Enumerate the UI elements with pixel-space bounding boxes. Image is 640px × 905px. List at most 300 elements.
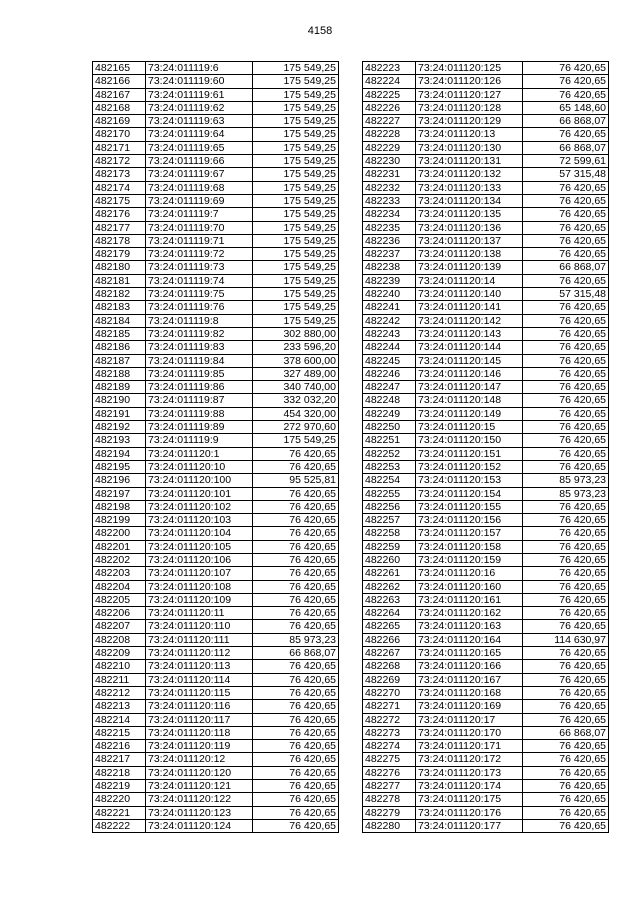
record-number-cell: 482207	[93, 620, 146, 633]
cadastral-number-cell: 73:24:011119:89	[146, 421, 253, 434]
cadastral-number-cell: 73:24:011120:125	[416, 62, 523, 75]
table-row	[93, 141, 339, 154]
table-row	[363, 447, 609, 460]
value-cell: 76 420,65	[253, 740, 339, 753]
table-row	[93, 101, 339, 114]
record-number-cell: 482224	[363, 75, 416, 88]
table-row	[363, 288, 609, 301]
cadastral-number-cell: 73:24:011120:112	[146, 647, 253, 660]
value-cell: 76 420,65	[523, 234, 609, 247]
record-number-cell: 482208	[93, 633, 146, 646]
value-cell: 76 420,65	[253, 660, 339, 673]
left-register-body	[93, 62, 339, 833]
table-row	[363, 354, 609, 367]
table-row	[93, 580, 339, 593]
cadastral-number-cell: 73:24:011120:15	[416, 421, 523, 434]
value-cell: 332 032,20	[253, 394, 339, 407]
cadastral-number-cell: 73:24:011120:148	[416, 394, 523, 407]
value-cell: 76 420,65	[523, 354, 609, 367]
cadastral-number-cell: 73:24:011120:124	[146, 819, 253, 832]
record-number-cell: 482271	[363, 700, 416, 713]
record-number-cell: 482180	[93, 261, 146, 274]
cadastral-number-cell: 73:24:011119:68	[146, 181, 253, 194]
value-cell: 76 420,65	[523, 434, 609, 447]
table-row	[363, 607, 609, 620]
cadastral-number-cell: 73:24:011119:7	[146, 208, 253, 221]
table-row	[93, 221, 339, 234]
record-number-cell: 482213	[93, 700, 146, 713]
value-cell: 175 549,25	[253, 88, 339, 101]
table-row	[93, 261, 339, 274]
table-row	[93, 75, 339, 88]
value-cell: 66 868,07	[523, 115, 609, 128]
value-cell: 76 420,65	[523, 407, 609, 420]
value-cell: 85 973,23	[523, 487, 609, 500]
table-row	[363, 341, 609, 354]
record-number-cell: 482165	[93, 62, 146, 75]
value-cell: 76 420,65	[523, 194, 609, 207]
cadastral-number-cell: 73:24:011119:72	[146, 248, 253, 261]
record-number-cell: 482202	[93, 553, 146, 566]
value-cell: 76 420,65	[253, 726, 339, 739]
table-row	[363, 141, 609, 154]
value-cell: 302 880,00	[253, 327, 339, 340]
cadastral-number-cell: 73:24:011120:106	[146, 553, 253, 566]
table-row	[93, 753, 339, 766]
table-row	[93, 181, 339, 194]
table-row	[93, 686, 339, 699]
value-cell: 76 420,65	[253, 819, 339, 832]
cadastral-number-cell: 73:24:011120:130	[416, 141, 523, 154]
cadastral-number-cell: 73:24:011120:104	[146, 527, 253, 540]
right-register-table	[362, 61, 609, 833]
value-cell: 175 549,25	[253, 62, 339, 75]
table-row	[93, 780, 339, 793]
cadastral-number-cell: 73:24:011120:11	[146, 607, 253, 620]
cadastral-number-cell: 73:24:011120:128	[416, 101, 523, 114]
table-row	[93, 647, 339, 660]
record-number-cell: 482253	[363, 460, 416, 473]
value-cell: 76 420,65	[523, 819, 609, 832]
record-number-cell: 482183	[93, 301, 146, 314]
value-cell: 76 420,65	[523, 686, 609, 699]
cadastral-number-cell: 73:24:011120:116	[146, 700, 253, 713]
record-number-cell: 482217	[93, 753, 146, 766]
cadastral-number-cell: 73:24:011120:118	[146, 726, 253, 739]
value-cell: 76 420,65	[253, 580, 339, 593]
record-number-cell: 482231	[363, 168, 416, 181]
value-cell: 76 420,65	[253, 593, 339, 606]
value-cell: 340 740,00	[253, 381, 339, 394]
record-number-cell: 482169	[93, 115, 146, 128]
cadastral-number-cell: 73:24:011120:177	[416, 819, 523, 832]
table-row	[93, 208, 339, 221]
cadastral-number-cell: 73:24:011119:84	[146, 354, 253, 367]
value-cell: 76 420,65	[523, 421, 609, 434]
table-row	[93, 540, 339, 553]
record-number-cell: 482250	[363, 421, 416, 434]
value-cell: 76 420,65	[523, 780, 609, 793]
record-number-cell: 482241	[363, 301, 416, 314]
cadastral-number-cell: 73:24:011120:10	[146, 460, 253, 473]
table-row	[363, 274, 609, 287]
value-cell: 175 549,25	[253, 261, 339, 274]
table-row	[363, 726, 609, 739]
record-number-cell: 482182	[93, 288, 146, 301]
cadastral-number-cell: 73:24:011119:64	[146, 128, 253, 141]
value-cell: 66 868,07	[523, 726, 609, 739]
record-number-cell: 482209	[93, 647, 146, 660]
record-number-cell: 482227	[363, 115, 416, 128]
value-cell: 76 420,65	[523, 766, 609, 779]
value-cell: 175 549,25	[253, 115, 339, 128]
cadastral-number-cell: 73:24:011120:103	[146, 514, 253, 527]
value-cell: 76 420,65	[253, 806, 339, 819]
cadastral-number-cell: 73:24:011120:134	[416, 194, 523, 207]
record-number-cell: 482244	[363, 341, 416, 354]
record-number-cell: 482174	[93, 181, 146, 194]
record-number-cell: 482262	[363, 580, 416, 593]
table-row	[93, 633, 339, 646]
cadastral-number-cell: 73:24:011120:149	[416, 407, 523, 420]
table-row	[93, 88, 339, 101]
cadastral-number-cell: 73:24:011120:120	[146, 766, 253, 779]
cadastral-number-cell: 73:24:011120:169	[416, 700, 523, 713]
table-row	[363, 713, 609, 726]
table-row	[363, 753, 609, 766]
cadastral-number-cell: 73:24:011120:160	[416, 580, 523, 593]
value-cell: 76 420,65	[523, 274, 609, 287]
record-number-cell: 482260	[363, 553, 416, 566]
value-cell: 76 420,65	[523, 514, 609, 527]
value-cell: 85 973,23	[253, 633, 339, 646]
record-number-cell: 482257	[363, 514, 416, 527]
record-number-cell: 482228	[363, 128, 416, 141]
record-number-cell: 482211	[93, 673, 146, 686]
value-cell: 76 420,65	[523, 793, 609, 806]
cadastral-number-cell: 73:24:011119:6	[146, 62, 253, 75]
table-row	[363, 487, 609, 500]
table-row	[93, 806, 339, 819]
record-number-cell: 482176	[93, 208, 146, 221]
table-row	[363, 819, 609, 832]
cadastral-number-cell: 73:24:011119:88	[146, 407, 253, 420]
value-cell: 76 420,65	[523, 248, 609, 261]
value-cell: 114 630,97	[523, 633, 609, 646]
value-cell: 76 420,65	[523, 460, 609, 473]
record-number-cell: 482220	[93, 793, 146, 806]
record-number-cell: 482274	[363, 740, 416, 753]
value-cell: 76 420,65	[523, 567, 609, 580]
table-row	[93, 487, 339, 500]
table-row	[363, 514, 609, 527]
record-number-cell: 482212	[93, 686, 146, 699]
value-cell: 65 148,60	[523, 101, 609, 114]
cadastral-number-cell: 73:24:011120:138	[416, 248, 523, 261]
table-row	[363, 673, 609, 686]
value-cell: 76 420,65	[523, 88, 609, 101]
value-cell: 66 868,07	[253, 647, 339, 660]
value-cell: 175 549,25	[253, 274, 339, 287]
record-number-cell: 482171	[93, 141, 146, 154]
record-number-cell: 482198	[93, 500, 146, 513]
table-row	[93, 381, 339, 394]
table-row	[93, 354, 339, 367]
record-number-cell: 482219	[93, 780, 146, 793]
table-row	[363, 647, 609, 660]
table-row	[93, 155, 339, 168]
table-row	[93, 168, 339, 181]
table-row	[93, 367, 339, 380]
cadastral-number-cell: 73:24:011120:121	[146, 780, 253, 793]
value-cell: 76 420,65	[523, 753, 609, 766]
value-cell: 76 420,65	[523, 647, 609, 660]
table-row	[363, 766, 609, 779]
record-number-cell: 482184	[93, 314, 146, 327]
cadastral-number-cell: 73:24:011120:173	[416, 766, 523, 779]
value-cell: 76 420,65	[253, 540, 339, 553]
value-cell: 76 420,65	[523, 221, 609, 234]
record-number-cell: 482278	[363, 793, 416, 806]
value-cell: 76 420,65	[523, 208, 609, 221]
table-row	[93, 620, 339, 633]
cadastral-number-cell: 73:24:011119:74	[146, 274, 253, 287]
value-cell: 76 420,65	[523, 301, 609, 314]
table-row	[93, 288, 339, 301]
cadastral-number-cell: 73:24:011120:165	[416, 647, 523, 660]
value-cell: 76 420,65	[523, 447, 609, 460]
record-number-cell: 482238	[363, 261, 416, 274]
record-number-cell: 482268	[363, 660, 416, 673]
value-cell: 76 420,65	[523, 580, 609, 593]
record-number-cell: 482191	[93, 407, 146, 420]
cadastral-number-cell: 73:24:011120:166	[416, 660, 523, 673]
record-number-cell: 482168	[93, 101, 146, 114]
table-row	[363, 168, 609, 181]
cadastral-number-cell: 73:24:011119:75	[146, 288, 253, 301]
record-number-cell: 482197	[93, 487, 146, 500]
table-row	[93, 194, 339, 207]
value-cell: 76 420,65	[523, 314, 609, 327]
record-number-cell: 482232	[363, 181, 416, 194]
record-number-cell: 482267	[363, 647, 416, 660]
record-number-cell: 482225	[363, 88, 416, 101]
cadastral-number-cell: 73:24:011120:155	[416, 500, 523, 513]
table-row	[93, 607, 339, 620]
cadastral-number-cell: 73:24:011120:101	[146, 487, 253, 500]
cadastral-number-cell: 73:24:011120:122	[146, 793, 253, 806]
value-cell: 76 420,65	[523, 700, 609, 713]
table-row	[93, 766, 339, 779]
cadastral-number-cell: 73:24:011120:140	[416, 288, 523, 301]
table-row	[363, 421, 609, 434]
cadastral-number-cell: 73:24:011120:156	[416, 514, 523, 527]
table-row	[93, 660, 339, 673]
value-cell: 175 549,25	[253, 168, 339, 181]
record-number-cell: 482188	[93, 367, 146, 380]
table-row	[363, 793, 609, 806]
value-cell: 76 420,65	[523, 620, 609, 633]
table-row	[93, 713, 339, 726]
record-number-cell: 482261	[363, 567, 416, 580]
value-cell: 272 970,60	[253, 421, 339, 434]
record-number-cell: 482240	[363, 288, 416, 301]
cadastral-number-cell: 73:24:011120:131	[416, 155, 523, 168]
table-row	[363, 660, 609, 673]
record-number-cell: 482254	[363, 474, 416, 487]
cadastral-number-cell: 73:24:011120:144	[416, 341, 523, 354]
table-row	[93, 514, 339, 527]
cadastral-number-cell: 73:24:011120:117	[146, 713, 253, 726]
cadastral-number-cell: 73:24:011119:60	[146, 75, 253, 88]
value-cell: 76 420,65	[523, 713, 609, 726]
table-row	[93, 567, 339, 580]
record-number-cell: 482193	[93, 434, 146, 447]
record-number-cell: 482201	[93, 540, 146, 553]
record-number-cell: 482200	[93, 527, 146, 540]
value-cell: 66 868,07	[523, 261, 609, 274]
table-row	[363, 633, 609, 646]
table-row	[93, 274, 339, 287]
value-cell: 76 420,65	[523, 62, 609, 75]
record-number-cell: 482251	[363, 434, 416, 447]
table-row	[363, 75, 609, 88]
cadastral-number-cell: 73:24:011120:129	[416, 115, 523, 128]
value-cell: 95 525,81	[253, 474, 339, 487]
record-number-cell: 482196	[93, 474, 146, 487]
record-number-cell: 482222	[93, 819, 146, 832]
cadastral-number-cell: 73:24:011120:172	[416, 753, 523, 766]
table-row	[93, 248, 339, 261]
table-row	[363, 553, 609, 566]
cadastral-number-cell: 73:24:011119:76	[146, 301, 253, 314]
cadastral-number-cell: 73:24:011119:65	[146, 141, 253, 154]
cadastral-number-cell: 73:24:011120:146	[416, 367, 523, 380]
record-number-cell: 482252	[363, 447, 416, 460]
cadastral-number-cell: 73:24:011120:107	[146, 567, 253, 580]
record-number-cell: 482199	[93, 514, 146, 527]
record-number-cell: 482279	[363, 806, 416, 819]
record-number-cell: 482247	[363, 381, 416, 394]
cadastral-number-cell: 73:24:011120:114	[146, 673, 253, 686]
record-number-cell: 482256	[363, 500, 416, 513]
table-row	[93, 793, 339, 806]
cadastral-number-cell: 73:24:011120:174	[416, 780, 523, 793]
table-row	[363, 394, 609, 407]
record-number-cell: 482265	[363, 620, 416, 633]
record-number-cell: 482234	[363, 208, 416, 221]
cadastral-number-cell: 73:24:011120:161	[416, 593, 523, 606]
table-row	[93, 726, 339, 739]
table-row	[93, 553, 339, 566]
cadastral-number-cell: 73:24:011120:136	[416, 221, 523, 234]
cadastral-number-cell: 73:24:011119:67	[146, 168, 253, 181]
table-row	[363, 620, 609, 633]
value-cell: 175 549,25	[253, 208, 339, 221]
value-cell: 76 420,65	[253, 766, 339, 779]
value-cell: 76 420,65	[253, 607, 339, 620]
table-row	[93, 341, 339, 354]
record-number-cell: 482186	[93, 341, 146, 354]
record-number-cell: 482179	[93, 248, 146, 261]
value-cell: 76 420,65	[523, 540, 609, 553]
record-number-cell: 482177	[93, 221, 146, 234]
record-number-cell: 482263	[363, 593, 416, 606]
cadastral-number-cell: 73:24:011120:111	[146, 633, 253, 646]
table-row	[363, 434, 609, 447]
record-number-cell: 482223	[363, 62, 416, 75]
record-number-cell: 482190	[93, 394, 146, 407]
value-cell: 76 420,65	[253, 686, 339, 699]
cadastral-number-cell: 73:24:011119:71	[146, 234, 253, 247]
cadastral-number-cell: 73:24:011119:69	[146, 194, 253, 207]
value-cell: 76 420,65	[523, 75, 609, 88]
record-number-cell: 482181	[93, 274, 146, 287]
record-number-cell: 482173	[93, 168, 146, 181]
cadastral-number-cell: 73:24:011120:141	[416, 301, 523, 314]
value-cell: 175 549,25	[253, 301, 339, 314]
cadastral-number-cell: 73:24:011120:151	[416, 447, 523, 460]
record-number-cell: 482189	[93, 381, 146, 394]
record-number-cell: 482194	[93, 447, 146, 460]
value-cell: 175 549,25	[253, 288, 339, 301]
table-row	[93, 819, 339, 832]
table-row	[363, 234, 609, 247]
value-cell: 76 420,65	[253, 460, 339, 473]
value-cell: 175 549,25	[253, 314, 339, 327]
table-row	[93, 593, 339, 606]
record-number-cell: 482270	[363, 686, 416, 699]
table-row	[363, 314, 609, 327]
left-register-table	[92, 61, 339, 833]
table-row	[93, 394, 339, 407]
table-row	[363, 62, 609, 75]
cadastral-number-cell: 73:24:011120:167	[416, 673, 523, 686]
cadastral-number-cell: 73:24:011119:61	[146, 88, 253, 101]
cadastral-number-cell: 73:24:011120:159	[416, 553, 523, 566]
table-row	[363, 208, 609, 221]
table-row	[93, 474, 339, 487]
record-number-cell: 482280	[363, 819, 416, 832]
value-cell: 76 420,65	[523, 740, 609, 753]
cadastral-number-cell: 73:24:011120:100	[146, 474, 253, 487]
record-number-cell: 482215	[93, 726, 146, 739]
value-cell: 76 420,65	[523, 500, 609, 513]
cadastral-number-cell: 73:24:011120:1	[146, 447, 253, 460]
table-row	[363, 194, 609, 207]
value-cell: 76 420,65	[253, 793, 339, 806]
value-cell: 76 420,65	[253, 514, 339, 527]
cadastral-number-cell: 73:24:011120:139	[416, 261, 523, 274]
value-cell: 76 420,65	[523, 660, 609, 673]
cadastral-number-cell: 73:24:011119:73	[146, 261, 253, 274]
record-number-cell: 482277	[363, 780, 416, 793]
value-cell: 175 549,25	[253, 101, 339, 114]
record-number-cell: 482242	[363, 314, 416, 327]
cadastral-number-cell: 73:24:011120:175	[416, 793, 523, 806]
value-cell: 454 320,00	[253, 407, 339, 420]
value-cell: 57 315,48	[523, 168, 609, 181]
value-cell: 76 420,65	[253, 527, 339, 540]
cadastral-number-cell: 73:24:011119:85	[146, 367, 253, 380]
table-row	[363, 540, 609, 553]
cadastral-number-cell: 73:24:011120:105	[146, 540, 253, 553]
cadastral-number-cell: 73:24:011119:62	[146, 101, 253, 114]
cadastral-number-cell: 73:24:011119:87	[146, 394, 253, 407]
table-row	[363, 567, 609, 580]
value-cell: 175 549,25	[253, 181, 339, 194]
cadastral-number-cell: 73:24:011120:133	[416, 181, 523, 194]
